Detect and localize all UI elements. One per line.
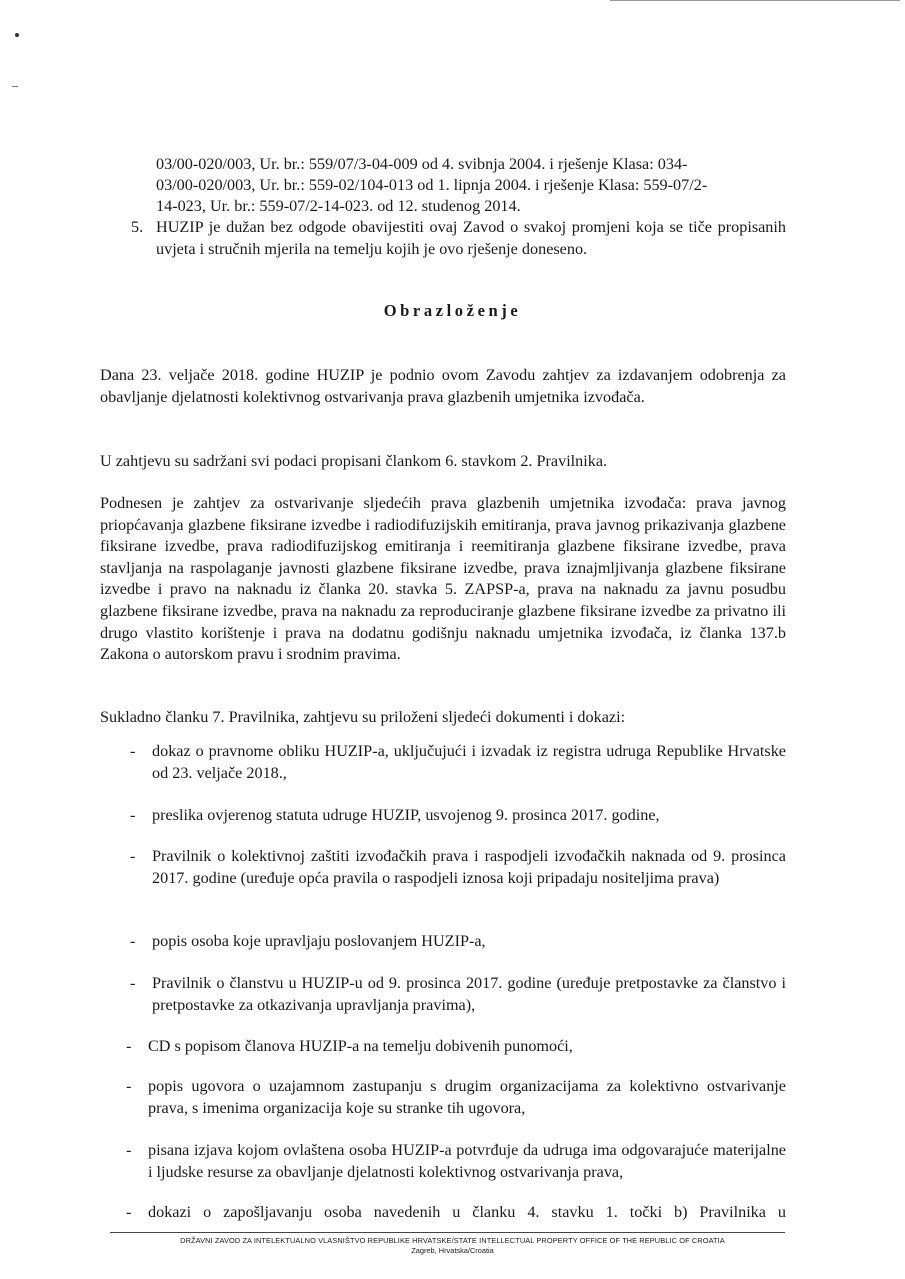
list-item: - Pravilnik o kolektivnoj zaštiti izvođačkih prava i raspodjeli izvođačkih naknada od 9. prosinca 2017. godine (uređuje opća pravila o raspodjeli iznosa koji pripadaju nositeljima prava) <box>130 847 786 887</box>
list-dash: - <box>130 847 136 865</box>
scan-speck <box>15 33 19 37</box>
list-item: - CD s popisom članova HUZIP-a na temelju dobivenih punomoći, <box>148 1036 786 1058</box>
continuation-line: 03/00-020/003, Ur. br.: 559-02/104-013 od 1. lipnja 2004. i rješenje Klasa: 559-07/2- <box>156 176 708 194</box>
list-dash: - <box>126 1203 132 1221</box>
paragraph: Podnesen je zahtjev za ostvarivanje sljedećih prava glazbenih umjetnika izvođača: prava javnog priopćavanja glazbene fiksirane izvedbe i radiodifuzijskih emitiranja, prava javnog prikazivanja glazbene fiksirane izvedbe, prava radiodifuzijskog emitiranja i reemitiranja glazbene fiksirane izvedbe, prava stavljanja na raspolaganje javnosti glazbene fiksirane izvedbe, prava iznajmljivanja glazbene fiksirane izvedbe i pravo na naknadu iz članka 20. stavka 5. ZAPSP-a, prava na naknadu za javnu posudbu glazbene fiksirane izvedbe, prava na naknadu za reproduciranje glazbene fiksirane izvedbe za privatno ili drugo vlastito korištenje i prava na dodatnu godišnju naknadu umjetnika izvođača, iz članka 137.b Zakona o autorskom pravu i srodnim pravima. <box>100 494 786 664</box>
list-dash: - <box>126 1141 132 1159</box>
footer-location: Zagreb, Hrvatska/Croatia <box>411 1246 494 1255</box>
list-dash: - <box>130 806 136 824</box>
list-item: - popis osoba koje upravljaju poslovanjem HUZIP-a, <box>152 931 786 953</box>
footer-rule <box>110 1232 785 1233</box>
list-item: - popis ugovora o uzajamnom zastupanju s drugim organizacijama za kolektivno ostvarivanje prava, s imenima organizacija koje su stranke tih ugovora, <box>126 1077 786 1117</box>
list-item: - Pravilnik o članstvu u HUZIP-u od 9. prosinca 2017. godine (uređuje pretpostavke za članstvo i pretpostavke za otkazivanja upravljanja pravima), <box>130 974 786 1014</box>
scan-speck <box>12 86 18 87</box>
item-5-text: HUZIP je dužan bez odgode obavijestiti ovaj Zavod o svakoj promjeni koja se tiče propisanih uvjeta i stručnih mjerila na temelju kojih je ovo rješenje doneseno. <box>156 218 786 258</box>
scan-edge-line <box>610 0 900 1</box>
continuation-line: 03/00-020/003, Ur. br.: 559/07/3-04-009 od 4. svibnja 2004. i rješenje Klasa: 034- <box>156 155 688 173</box>
footer-office-name: DRŽAVNI ZAVOD ZA INTELEKTUALNO VLASNIŠTVO REPUBLIKE HRVATSKE/STATE INTELLECTUAL PROPERTY OFFICE OF THE REPUBLIC OF CROATIA <box>180 1236 725 1245</box>
list-dash: - <box>130 742 136 760</box>
section-heading: Obrazloženje <box>383 301 522 320</box>
continuation-line: 14-023, Ur. br.: 559-07/2-14-023. od 12. studenog 2014. <box>156 197 521 215</box>
paragraph: Dana 23. veljače 2018. godine HUZIP je podnio ovom Zavodu zahtjev za izdavanjem odobrenja za obavljanje djelatnosti kolektivnog ostvarivanja prava glazbenih umjetnika izvođača. <box>100 366 786 406</box>
list-item: - dokazi o zapošljavanju osoba navedenih u članku 4. stavku 1. točki b) Pravilnika u <box>148 1202 786 1224</box>
paragraph: Sukladno članku 7. Pravilnika, zahtjevu su priloženi sljedeći dokumenti i dokazi: <box>100 708 626 726</box>
list-item: - preslika ovjerenog statuta udruge HUZIP, usvojenog 9. prosinca 2017. godine, <box>152 805 786 827</box>
paragraph: U zahtjevu su sadržani svi podaci propisani člankom 6. stavkom 2. Pravilnika. <box>100 452 608 470</box>
list-item: - pisana izjava kojom ovlaštena osoba HUZIP-a potvrđuje da udruga ima odgovarajuće materijalne i ljudske resurse za obavljanje djelatnosti kolektivnog ostvarivanja prava, <box>126 1141 786 1181</box>
list-dash: - <box>130 932 136 950</box>
item-number: 5. <box>131 218 144 236</box>
list-dash: - <box>130 974 136 992</box>
list-dash: - <box>126 1077 132 1095</box>
list-dash: - <box>126 1037 132 1055</box>
list-item: - dokaz o pravnome obliku HUZIP-a, uključujući i izvadak iz registra udruga Republike Hrvatske od 23. veljače 2018., <box>130 742 786 782</box>
